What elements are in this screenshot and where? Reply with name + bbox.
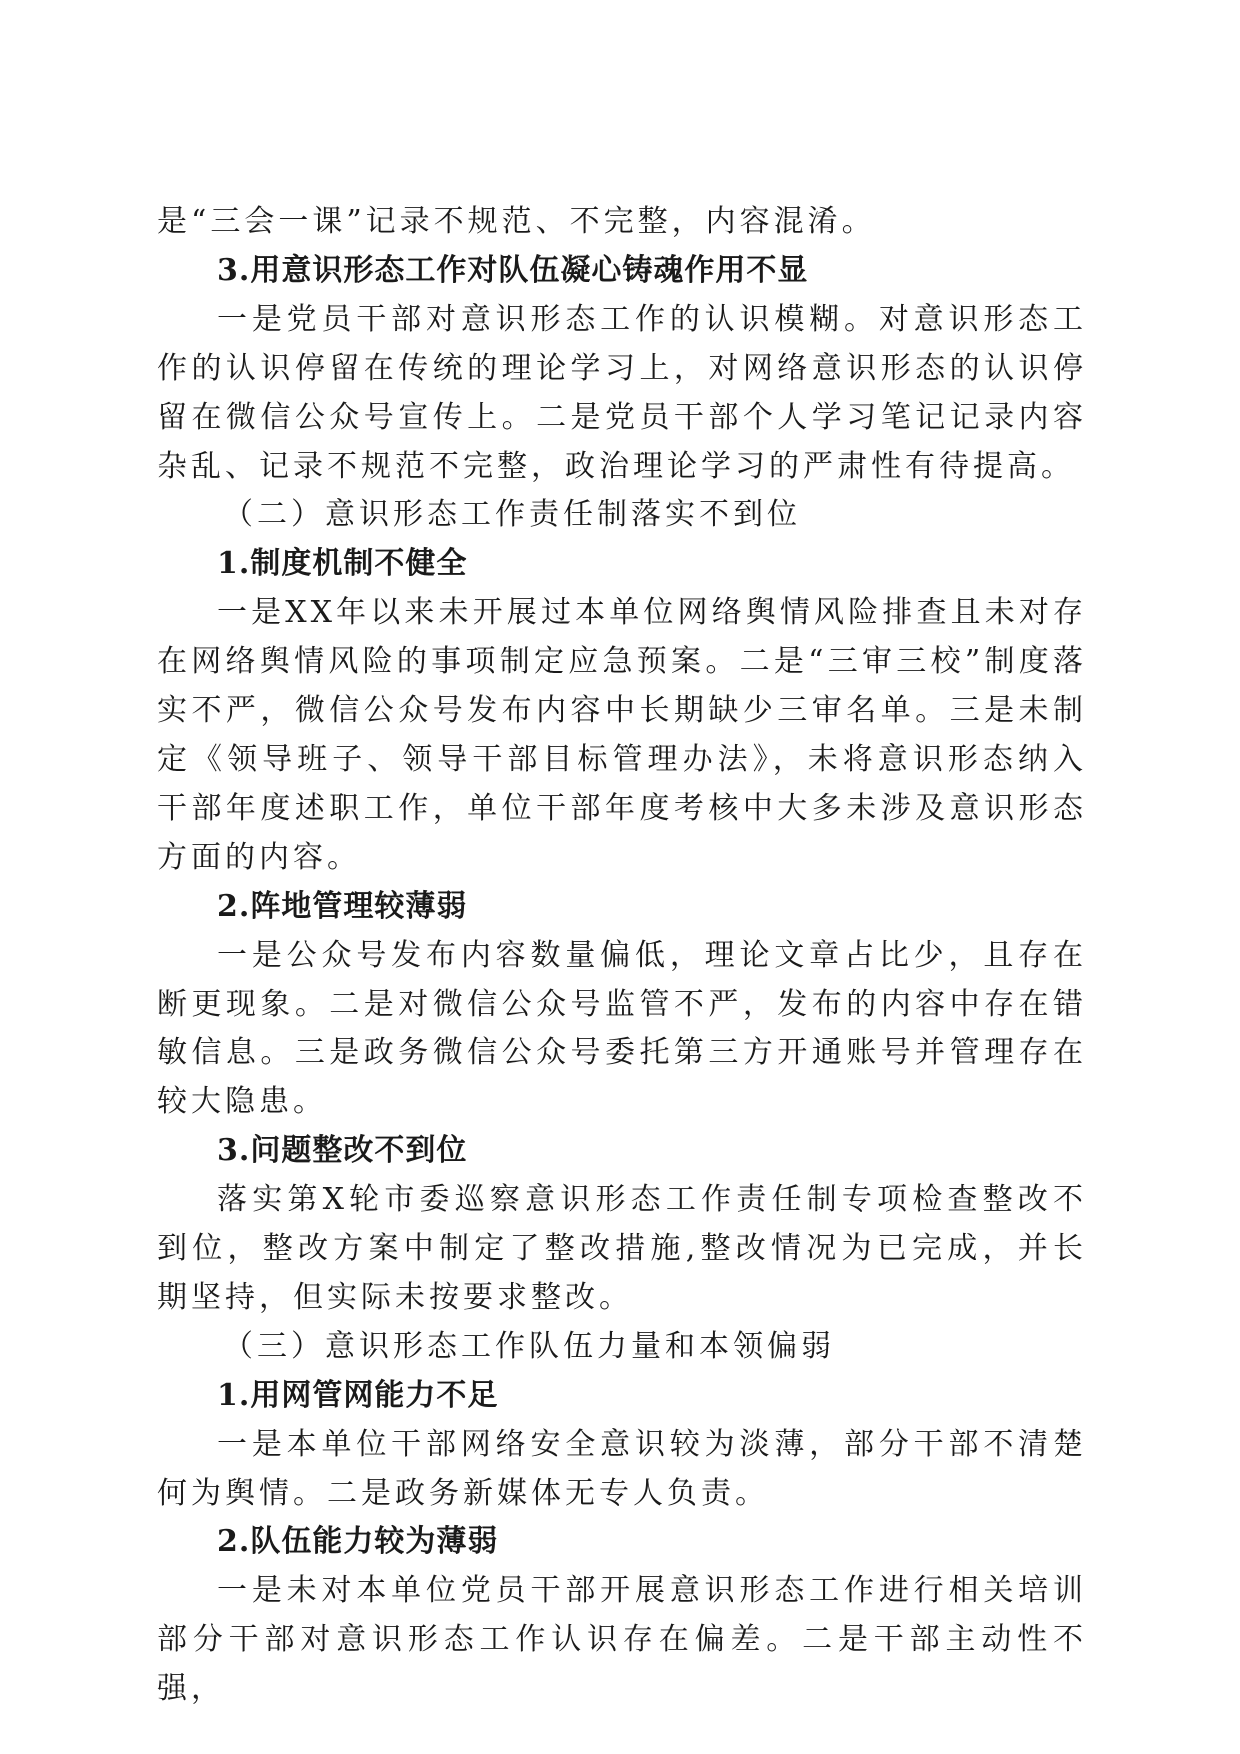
paragraph: 一是公众号发布内容数量偏低，理论文章占比少，且存在断更现象。二是对微信公众号监管不严，发布的内容中存在错敏信息。三是政务微信公众号委托第三方开通账号并管理存在较大隐患。 (157, 937, 1087, 1120)
subheading-2: 2.阵地管理较薄弱 (217, 888, 468, 924)
subheading-2: 2.队伍能力较为薄弱 (217, 1524, 499, 1560)
document-page (157, 198, 1087, 1714)
subheading-3: 3.问题整改不到位 (217, 1133, 468, 1169)
paragraph: 一是未对本单位党员干部开展意识形态工作进行相关培训部分干部对意识形态工作认识存在偏差。二是干部主动性不强， (157, 1573, 1087, 1707)
paragraph-continuation: 是“三会一课”记录不规范、不完整，内容混淆。 (157, 204, 876, 239)
subheading-1: 1.制度机制不健全 (217, 546, 468, 582)
paragraph: 落实第X轮市委巡察意识形态工作责任制专项检查整改不到位，整改方案中制定了整改措施,整改情况为已完成，并长期坚持，但实际未按要求整改。 (157, 1182, 1087, 1315)
paragraph: 一是XX年以来未开展过本单位网络舆情风险排查且未对存在网络舆情风险的事项制定应急预案。二是“三审三校”制度落实不严，微信公众号发布内容中长期缺少三审名单。三是未制定《领导班子、领导干部目标管理办法》，未将意识形态纳入干部年度述职工作，单位干部年度考核中大多未涉及意识形态方面的内容。 (157, 595, 1087, 875)
paragraph: 一是本单位干部网络安全意识较为淡薄，部分干部不清楚何为舆情。二是政务新媒体无专人负责。 (157, 1426, 1087, 1511)
section-heading-3: （三）意识形态工作队伍力量和本领偏弱 (223, 1328, 835, 1364)
subheading-3-1: 3.用意识形态工作对队伍凝心铸魂作用不显 (217, 252, 809, 288)
paragraph: 一是党员干部对意识形态工作的认识模糊。对意识形态工作的认识停留在传统的理论学习上，对网络意识形态的认识停留在微信公众号宣传上。二是党员干部个人学习笔记记录内容杂乱、记录不规范不完整，政治理论学习的严肃性有待提高。 (157, 301, 1087, 484)
section-heading-2: （二）意识形态工作责任制落实不到位 (223, 497, 801, 533)
subheading-1: 1.用网管网能力不足 (217, 1377, 499, 1413)
